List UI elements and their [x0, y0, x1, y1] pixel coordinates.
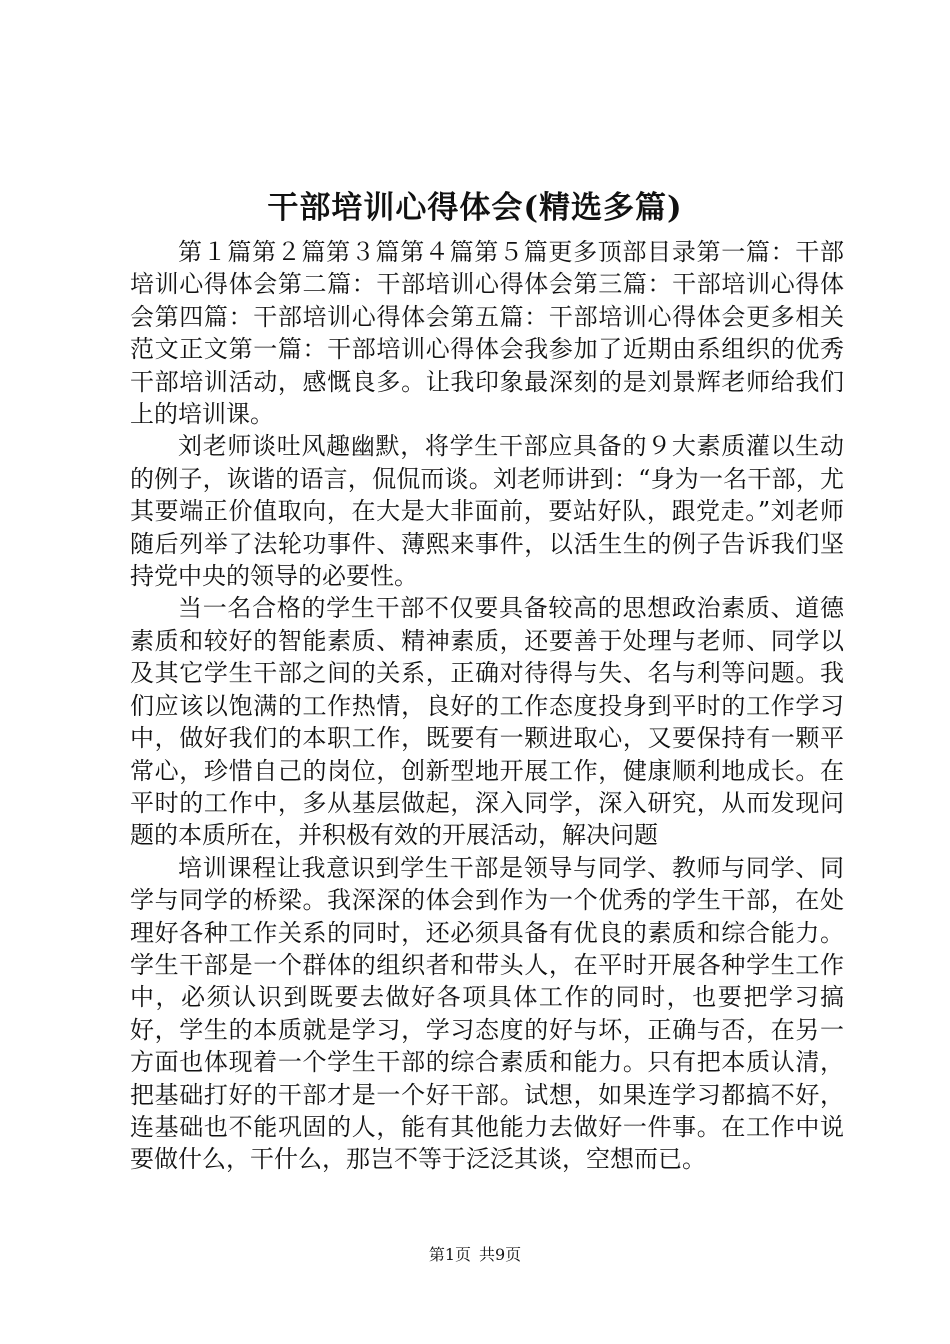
paragraph-2: 刘老师谈吐风趣幽默，将学生干部应具备的９大素质灌以生动的例子，诙谐的语言，侃侃而谈。刘老师讲到：“身为一名干部，尤其要端正价值取向，在大是大非面前，要站好队，跟党走。”刘老师随后列举了法轮功事件、薄熙来事件，以活生生的例子告诉我们坚持党中央的领导的必要性。	[130, 432, 844, 591]
page-footer	[0, 1244, 950, 1266]
page-total: 共9页	[479, 1245, 522, 1264]
paragraph-4: 培训课程让我意识到学生干部是领导与同学、教师与同学、同学与同学的桥梁。我深深的体会到作为一个优秀的学生干部，在处理好各种工作关系的同时，还必须具备有优良的素质和综合能力。学生干部是一个群体的组织者和带头人，在平时开展各种学生工作中，必须认识到既要去做好各项具体工作的同时，也要把学习搞好，学生的本质就是学习，学习态度的好与坏，正确与否，在另一方面也体现着一个学生干部的综合素质和能力。只有把本质认清，把基础打好的干部才是一个好干部。试想，如果连学习都搞不好，连基础也不能巩固的人，能有其他能力去做好一件事。在工作中说要做什么，干什么，那岂不等于泛泛其谈，空想而已。	[130, 853, 844, 1174]
document-body	[130, 236, 844, 1176]
paragraph-3: 当一名合格的学生干部不仅要具备较高的思想政治素质、道德素质和较好的智能素质、精神素质，还要善于处理与老师、同学以及其它学生干部之间的关系，正确对待得与失、名与利等问题。我们应该以饱满的工作热情，良好的工作态度投身到平时的工作学习中，做好我们的本职工作，既要有一颗进取心，又要保持有一颗平常心，珍惜自己的岗位，创新型地开展工作，健康顺利地成长。在平时的工作中，多从基层做起，深入同学，深入研究，从而发现问题的本质所在，并积极有效的开展活动，解决问题	[130, 594, 844, 850]
document-title: 干部培训心得体会(精选多篇)	[267, 190, 683, 226]
page-number: 第1页	[428, 1245, 471, 1264]
paragraph-1: 第１篇第２篇第３篇第４篇第５篇更多顶部目录第一篇：干部培训心得体会第二篇：干部培训心得体会第三篇：干部培训心得体会第四篇：干部培训心得体会第五篇：干部培训心得体会更多相关范文正文第一篇：干部培训心得体会我参加了近期由系组织的优秀干部培训活动，感慨良多。让我印象最深刻的是刘景辉老师给我们上的培训课。	[130, 238, 844, 429]
